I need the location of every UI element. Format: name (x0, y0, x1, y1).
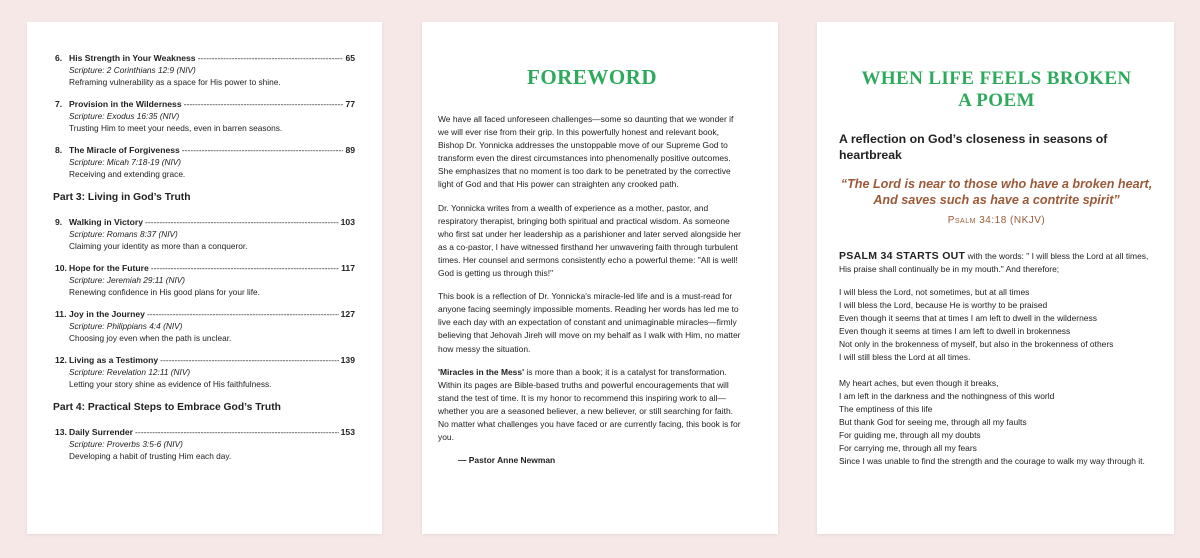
toc-entry-description: Letting your story shine as evidence of His faithfulness. (69, 379, 272, 389)
toc-entry-heading (55, 426, 355, 438)
poem-page (817, 22, 1174, 534)
toc-entry-number: 6. (55, 53, 63, 63)
foreword-body (438, 113, 746, 356)
toc-entry-number: 13. (55, 427, 67, 437)
toc-entry-description: Developing a habit of trusting Him each day. (69, 451, 232, 461)
foreword-page (422, 22, 778, 534)
toc-entry-description: Trusting Him to meet your needs, even in barren seasons. (69, 123, 283, 133)
toc-entry-heading (55, 144, 355, 156)
toc-entry-title: Provision in the Wilderness (69, 99, 182, 109)
toc-entry-page: 117 (341, 263, 355, 273)
toc-entry-title: The Miracle of Forgiveness (69, 145, 180, 155)
toc-entry-description: Reframing vulnerability as a space for His power to shine. (69, 77, 281, 87)
poem-line: Not only in the brokenness of myself, but also in the brokenness of others (839, 339, 1114, 350)
toc-entry-title: Walking in Victory (69, 217, 144, 227)
toc-entry-heading (55, 308, 355, 320)
toc-entry (55, 262, 355, 298)
toc-entry-heading (55, 216, 355, 228)
toc-entry-number: 11. (55, 309, 67, 319)
toc-entry-title: His Strength in Your Weakness (69, 53, 196, 63)
book-title-bold: 'Miracles in the Mess' (438, 366, 525, 377)
foreword-signature: — Pastor Anne Newman (458, 455, 556, 466)
poem-stanza (839, 377, 1154, 469)
toc-part-heading: Part 3: Living in God’s Truth (53, 192, 191, 203)
scripture-reference: Psalm 34:18 (NKJV) (947, 215, 1046, 226)
toc-entry-title: Hope for the Future (69, 263, 149, 273)
toc-entry-heading (55, 52, 355, 64)
toc-leader-dots (184, 98, 344, 110)
poem-line: I will still bless the Lord at all times. (839, 352, 971, 363)
toc-entry-description: Claiming your identity as more than a conqueror. (69, 241, 248, 251)
toc-part-heading: Part 4: Practical Steps to Embrace God’s Truth (53, 402, 281, 413)
toc-entry (55, 98, 355, 134)
poem-stanza (839, 286, 1154, 365)
toc-entry-scripture: Scripture: Jeremiah 29:11 (NIV) (69, 275, 186, 285)
poem-title (839, 68, 1154, 112)
foreword-paragraph (438, 366, 746, 445)
toc-entry-page: 65 (345, 53, 355, 63)
scripture-quote: “The Lord is near to those who have a broken heart, And saves such as have a contrite spirit” (840, 177, 1153, 207)
toc-entry (55, 144, 355, 180)
poem-line: I will bless the Lord, because He is worthy to be praised (839, 300, 1048, 311)
toc-leader-dots (135, 426, 339, 438)
toc-entry-scripture: Scripture: Micah 7:18-19 (NIV) (69, 157, 182, 167)
toc-entry-page: 77 (345, 99, 355, 109)
foreword-paragraph: This book is a reflection of Dr. Yonnicka's miracle-led life and is a must-read for anyone facing seemingly impossible moments. Reading her words has led me to live each day with an expectation of constant and unimaginable miracles—firmly believing that Jehovah Jireh will move on my behalf as I walk with Him, no matter how messy the situation. (438, 291, 741, 354)
poem-intro (839, 250, 1154, 276)
foreword-paragraph: Dr. Yonnicka writes from a wealth of experience as a mother, pastor, and respiratory therapist, bringing both spiritual and practical wisdom. As someone who first sat under her leadership as a parishioner and later served alongside her as a co-pastor, I have witnessed firsthand her unwavering faith through turbulent times. Her counsel and sermons consistently echo a powerful theme: "All is well! God is getting us through this!" (438, 202, 741, 279)
poem-intro-lead: PSALM 34 STARTS OUT (839, 250, 966, 262)
poem-subtitle: A reflection on God’s closeness in seasons of heartbreak (839, 132, 1108, 162)
toc-entry-scripture: Scripture: 2 Corinthians 12:9 (NIV) (69, 65, 196, 75)
poem-line: The emptiness of this life (839, 403, 933, 414)
toc-page (27, 22, 382, 534)
toc-entry-number: 8. (55, 145, 63, 155)
toc-entry-description: Choosing joy even when the path is unclear. (69, 333, 232, 343)
toc-group (55, 426, 355, 462)
poem-line: Since I was unable to find the strength and the courage to walk my way through it. (839, 456, 1145, 467)
poem-line: I am left in the darkness and the nothingness of this world (839, 390, 1055, 401)
toc-entry-page: 127 (340, 309, 355, 319)
toc-entry (55, 308, 355, 344)
toc-entry-page: 153 (340, 427, 355, 437)
toc-entry-heading (55, 262, 355, 274)
toc-entry-description: Renewing confidence in His good plans for your life. (69, 287, 260, 297)
toc-group (55, 52, 355, 180)
toc-entry-scripture: Scripture: Revelation 12:11 (NIV) (69, 367, 191, 377)
toc-entry-title: Joy in the Journey (69, 309, 145, 319)
toc-entry-scripture: Scripture: Romans 8:37 (NIV) (69, 229, 178, 239)
toc-entry-scripture: Scripture: Proverbs 3:5-6 (NIV) (69, 439, 183, 449)
toc-leader-dots (151, 262, 339, 274)
toc-leader-dots (182, 144, 344, 156)
toc-entry-number: 7. (55, 99, 63, 109)
toc-entry-title: Daily Surrender (69, 427, 133, 437)
toc-leader-dots (160, 354, 339, 366)
toc-entry-page: 139 (340, 355, 355, 365)
poem-line: My heart aches, but even though it breaks, (839, 377, 999, 388)
toc-entry (55, 52, 355, 88)
toc-entry (55, 354, 355, 390)
toc-leader-dots (147, 308, 339, 320)
toc-entry-scripture: Scripture: Philippians 4:4 (NIV) (69, 321, 183, 331)
toc-entry-heading (55, 354, 355, 366)
poem-line: For guiding me, through all my doubts (839, 429, 981, 440)
poem-title-line: A POEM (958, 90, 1035, 111)
toc-entry (55, 216, 355, 252)
toc-entry-number: 10. (55, 263, 67, 273)
toc-entry (55, 426, 355, 462)
toc-entry-scripture: Scripture: Exodus 16:35 (NIV) (69, 111, 180, 121)
toc-leader-dots (198, 52, 344, 64)
toc-leader-dots (145, 216, 339, 228)
toc-group (55, 216, 355, 390)
toc-entry-title: Living as a Testimony (69, 355, 159, 365)
foreword-paragraph: We have all faced unforeseen challenges—some so daunting that we wonder if we will ever rise from their grip. In this powerfully honest and relevant book, Bishop Dr. Yonnicka addresses the unstoppable move of our Supreme God to transform even the direst circumstances into phenomenally positive outcomes. She emphasizes that no moment is too dark to be penetrated by the corrective light of God and that His power can straighten any crooked path. (438, 114, 734, 190)
poem-line: Even though it seems at times I am left to dwell in brokenness (839, 326, 1071, 337)
poem-line: I will bless the Lord, not sometimes, but at all times (839, 287, 1030, 297)
toc-entry-heading (55, 98, 355, 110)
poem-line: Even though it seems that at times I am left to dwell in the wilderness (839, 313, 1097, 324)
toc-entry-page: 103 (340, 217, 355, 227)
poem-line: But thank God for seeing me, through all my faults (839, 416, 1027, 427)
poem-intro-text: with the words: " I will bless the Lord at all times, His praise shall continually be in my mouth." And therefore; (839, 251, 1149, 274)
toc-entry-number: 9. (55, 217, 63, 227)
poem-line: For carrying me, through all my fears (839, 443, 977, 454)
toc-entry-number: 12. (55, 355, 67, 365)
foreword-title: FOREWORD (527, 65, 657, 89)
toc-entry-page: 89 (345, 145, 355, 155)
foreword-paragraph-text: is more than a book; it is a catalyst for transformation. Within its pages are Bible-based truths and powerful encouragements that will stand the test of time. It is my honor to recommend this inspiring work to all—whether you are a seasoned believer, a new believer, or still searching for faith. No matter what challenges you have faced or are currently facing, this book is for you. (438, 366, 741, 443)
toc-entry-description: Receiving and extending grace. (69, 169, 186, 179)
poem-title-line: WHEN LIFE FEELS BROKEN (861, 68, 1132, 89)
